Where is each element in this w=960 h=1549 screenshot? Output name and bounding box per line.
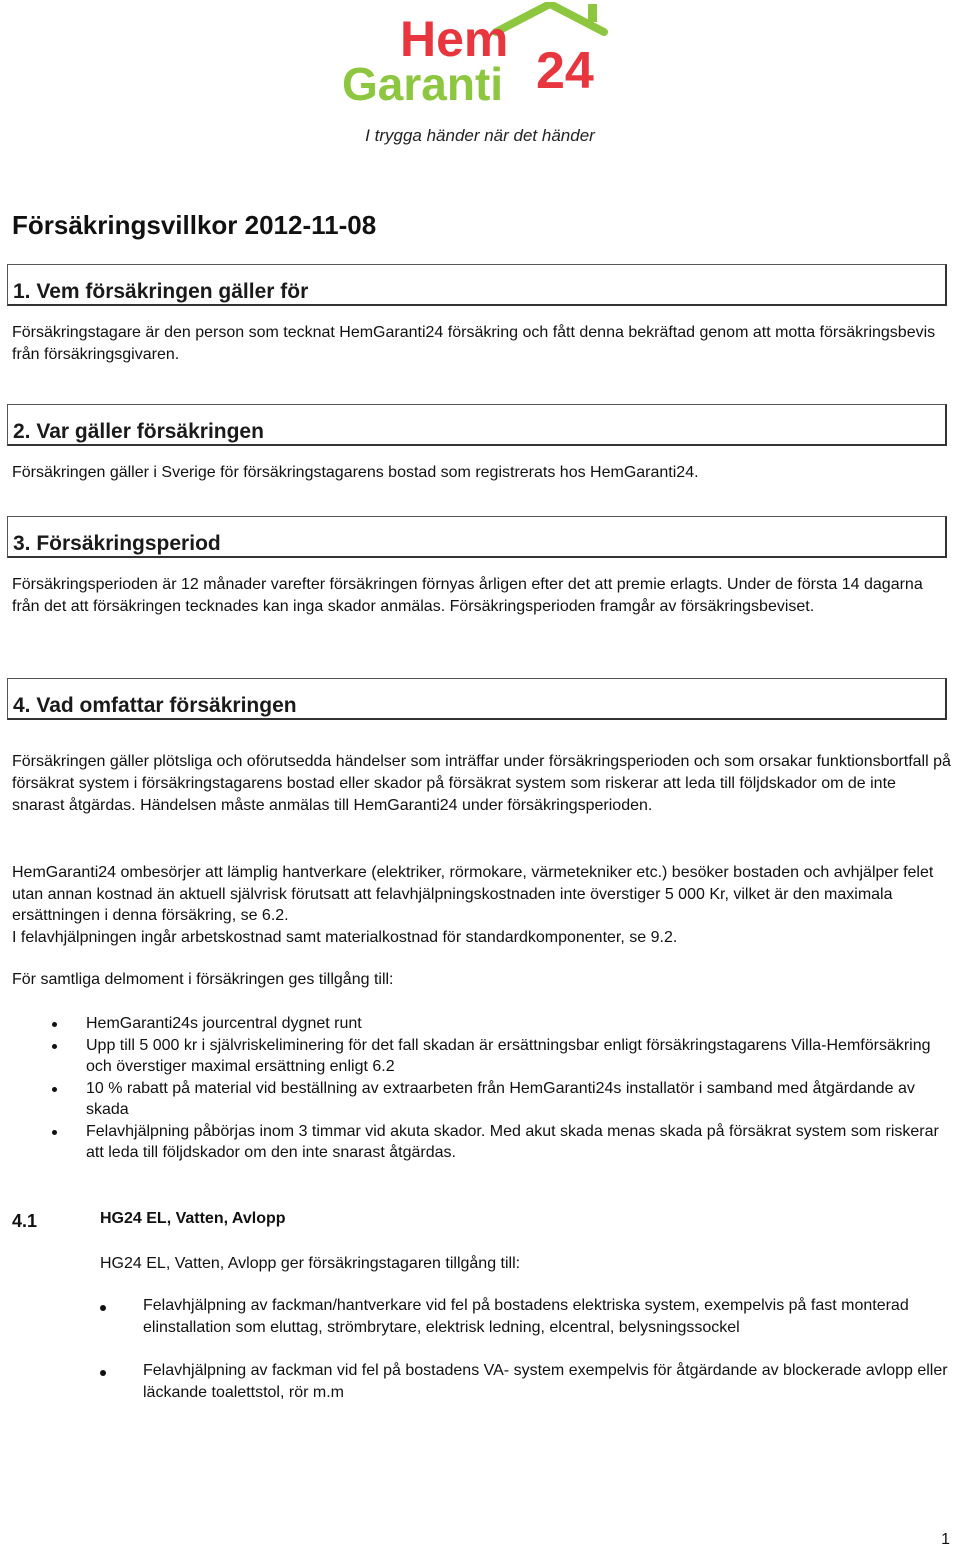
logo-text-garanti: Garanti [342,58,504,110]
section-4-paragraph-2: HemGaranti24 ombesörjer att lämplig hantverkare (elektriker, rörmokare, värmetekniker etc.) besöker bostaden och avhjälper felet utan annan kostnad än aktuell självrisk förutsatt att felavhjälpningskostnaden inte överstiger 5 000 Kr, vilket är den maximala ersättningen i denna försäkring, se 6.2. [12,864,934,924]
bullet-icon [52,1022,57,1027]
section-3-heading-box [7,516,947,558]
list-item-text: 10 % rabatt på material vid beställning av extraarbeten från HemGaranti24s installatör i samband med åtgärdande av skada [86,1079,915,1118]
list-item [12,1121,952,1164]
list-item-text: Felavhjälpning av fackman/hantverkare vid fel på bostadens elektriska system, exempelvis på fast monterad elinstallation som eluttag, strömbrytare, elektrisk ledning, elcentral, belysningssockel [143,1297,909,1336]
subsection-intro: HG24 EL, Vatten, Avlopp ger försäkringstagaren tillgång till: [100,1255,521,1272]
section-4-paragraph-4: För samtliga delmoment i försäkringen ges tillgång till: [12,971,394,988]
section-heading: 4. Vad omfattar försäkringen [13,694,297,717]
document-title: Försäkringsvillkor 2012-11-08 [12,210,377,240]
list-item-text: Felavhjälpning påbörjas inom 3 timmar vid akuta skador. Med akut skada menas skada på försäkrat system som riskerar att leda till följdskador om den inte snarast åtgärdas. [86,1122,939,1161]
bullet-icon [52,1130,57,1135]
section-3-paragraph: Försäkringsperioden är 12 månader varefter försäkringen förnyas årligen efter det att premie erlagts. Under de första 14 dagarna från det att försäkringen tecknades kan inga skador anmälas. Försäkringsperioden framgår av försäkringsbeviset. [12,576,923,615]
list-item [12,1078,952,1121]
section-1-paragraph: Försäkringstagare är den person som tecknat HemGaranti24 försäkring och fått denna bekräftad genom att motta försäkringsbevis från försäkringsgivaren. [12,324,936,363]
section-4-paragraph-1: Försäkringen gäller plötsliga och oförutsedda händelser som inträffar under försäkringsperioden och som orsakar funktionsbortfall på försäkrat system i försäkringstagarens bostad eller skador på försäkrat system som riskerar att leda till följdskador om de inte snarast åtgärdas. Händelsen måste anmälas till HemGaranti24 under försäkringsperioden. [12,753,951,814]
list-item-text: Upp till 5 000 kr i självriskeliminering för det fall skadan är ersättningsbar enligt försäkringstagarens Villa-Hemförsäkring och överstiger maximal ersättning enligt 6.2 [86,1036,931,1075]
list-item [100,1360,955,1404]
page-number: 1 [941,1531,950,1548]
list-item-text: Felavhjälpning av fackman vid fel på bostadens VA- system exempelvis för åtgärdande av blockerade avlopp eller läckande toalettstol, rör m.m [143,1362,948,1401]
section-2-paragraph: Försäkringen gäller i Sverige för försäkringstagarens bostad som registrerats hos HemGaranti24. [12,464,699,481]
section-4-paragraph-3: I felavhjälpningen ingår arbetskostnad samt materialkostnad för standardkomponenter, se 9.2. [12,929,678,946]
list-item [12,1013,952,1035]
list-item [12,1035,952,1078]
logo-text-24: 24 [536,42,594,100]
list-item [100,1295,955,1339]
section-2-heading-box [7,404,947,446]
logo-graphic [338,2,628,112]
bullet-icon [100,1305,106,1311]
bullet-icon [52,1044,57,1049]
section-heading: 3. Försäkringsperiod [13,532,221,555]
section-heading: 2. Var gäller försäkringen [13,420,264,443]
list-item-text: HemGaranti24s jourcentral dygnet runt [86,1015,362,1032]
subsection-title: HG24 EL, Vatten, Avlopp [100,1210,286,1227]
subsection-number: 4.1 [12,1211,38,1231]
section-heading: 1. Vem försäkringen gäller för [13,280,309,303]
section-4-bullet-list [12,1013,952,1164]
section-4-heading-box [7,678,947,720]
logo-text-hem: Hem [400,11,509,67]
bullet-icon [52,1087,57,1092]
hemgaranti24-logo [338,2,628,112]
tagline: I trygga händer när det händer [365,126,595,145]
bullet-icon [100,1370,106,1376]
section-1-heading-box [7,264,947,306]
